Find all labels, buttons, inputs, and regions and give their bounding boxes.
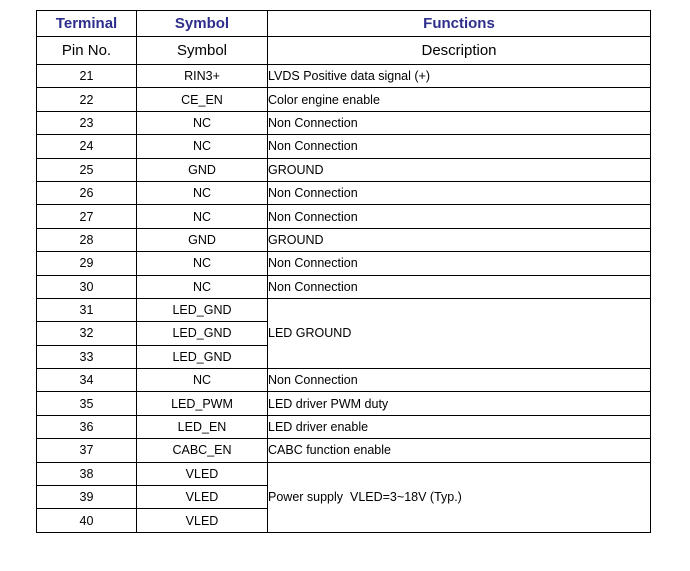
subheader-symbol: Symbol xyxy=(137,37,268,65)
table-row xyxy=(37,158,651,181)
pin-symbol: VLED xyxy=(137,509,268,532)
table-header-row xyxy=(37,11,651,37)
pin-description: GROUND xyxy=(268,158,651,181)
table-row xyxy=(37,392,651,415)
pin-number: 37 xyxy=(37,439,137,462)
header-symbol: Symbol xyxy=(137,11,268,37)
pin-number: 33 xyxy=(37,345,137,368)
pin-symbol: CABC_EN xyxy=(137,439,268,462)
pin-symbol: RIN3+ xyxy=(137,65,268,88)
table-row xyxy=(37,252,651,275)
subheader-pin-no: Pin No. xyxy=(37,37,137,65)
pin-number: 38 xyxy=(37,462,137,485)
table-subheader-row xyxy=(37,37,651,65)
pin-description: Non Connection xyxy=(268,135,651,158)
pin-number: 27 xyxy=(37,205,137,228)
table-row xyxy=(37,65,651,88)
table-row xyxy=(37,415,651,438)
pin-symbol: NC xyxy=(137,252,268,275)
pin-symbol: CE_EN xyxy=(137,88,268,111)
pin-description: Non Connection xyxy=(268,275,651,298)
pin-assignment-table xyxy=(36,10,651,533)
table-row xyxy=(37,181,651,204)
header-terminal: Terminal xyxy=(37,11,137,37)
pin-number: 30 xyxy=(37,275,137,298)
table-row xyxy=(37,439,651,462)
pin-symbol: NC xyxy=(137,181,268,204)
pin-number: 36 xyxy=(37,415,137,438)
pin-description: LVDS Positive data signal (+) xyxy=(268,65,651,88)
pin-number: 39 xyxy=(37,486,137,509)
pin-number: 25 xyxy=(37,158,137,181)
pin-symbol: LED_GND xyxy=(137,345,268,368)
pin-number: 32 xyxy=(37,322,137,345)
pin-symbol: LED_GND xyxy=(137,298,268,321)
pin-number: 22 xyxy=(37,88,137,111)
pin-symbol: LED_EN xyxy=(137,415,268,438)
pin-symbol: LED_GND xyxy=(137,322,268,345)
pin-symbol: NC xyxy=(137,135,268,158)
table-row xyxy=(37,275,651,298)
pin-symbol: GND xyxy=(137,158,268,181)
table-row xyxy=(37,205,651,228)
pin-symbol: NC xyxy=(137,111,268,134)
pin-description: Non Connection xyxy=(268,181,651,204)
pin-number: 35 xyxy=(37,392,137,415)
pin-description: Non Connection xyxy=(268,205,651,228)
pin-description: Non Connection xyxy=(268,369,651,392)
table-row xyxy=(37,88,651,111)
pin-number: 26 xyxy=(37,181,137,204)
pin-symbol: LED_PWM xyxy=(137,392,268,415)
pin-symbol: GND xyxy=(137,228,268,251)
pin-description: Color engine enable xyxy=(268,88,651,111)
subheader-description: Description xyxy=(268,37,651,65)
pin-number: 24 xyxy=(37,135,137,158)
pin-description: Non Connection xyxy=(268,111,651,134)
pin-symbol: VLED xyxy=(137,462,268,485)
table-row xyxy=(37,111,651,134)
pin-description: CABC function enable xyxy=(268,439,651,462)
pin-number: 31 xyxy=(37,298,137,321)
pin-description: LED driver PWM duty xyxy=(268,392,651,415)
pin-description: Non Connection xyxy=(268,252,651,275)
table-row xyxy=(37,462,651,485)
pin-description: LED GROUND xyxy=(268,298,651,368)
pin-number: 34 xyxy=(37,369,137,392)
pin-symbol: VLED xyxy=(137,486,268,509)
pin-description: Power supply VLED=3~18V (Typ.) xyxy=(268,462,651,532)
pin-number: 21 xyxy=(37,65,137,88)
pin-description: LED driver enable xyxy=(268,415,651,438)
pin-number: 28 xyxy=(37,228,137,251)
table-row xyxy=(37,228,651,251)
pin-number: 29 xyxy=(37,252,137,275)
header-functions: Functions xyxy=(268,11,651,37)
pin-symbol: NC xyxy=(137,275,268,298)
pin-symbol: NC xyxy=(137,369,268,392)
table-row xyxy=(37,298,651,321)
table-row xyxy=(37,369,651,392)
pin-symbol: NC xyxy=(137,205,268,228)
table-row xyxy=(37,135,651,158)
pin-number: 23 xyxy=(37,111,137,134)
pin-number: 40 xyxy=(37,509,137,532)
pin-description: GROUND xyxy=(268,228,651,251)
